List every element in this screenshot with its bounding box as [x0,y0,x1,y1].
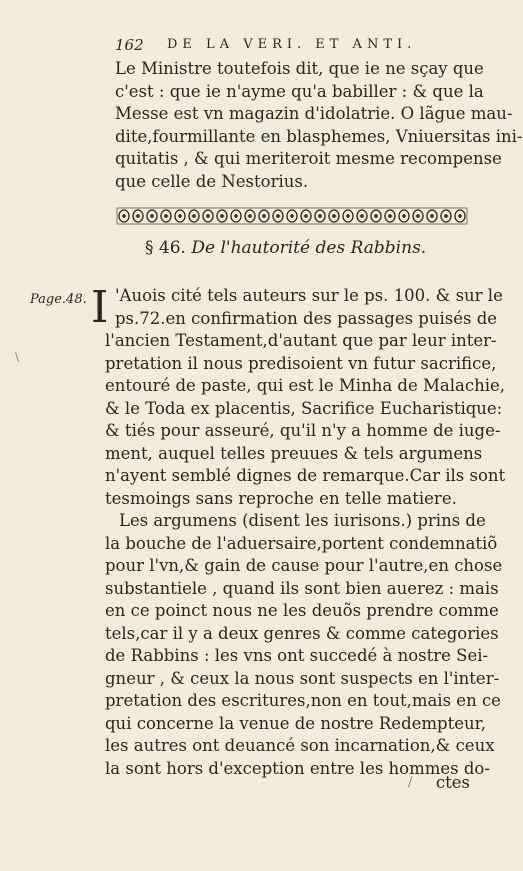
text-line: n'ayent semblé dignes de remarque.Car ils sont [105,466,506,485]
ornament-dot [192,214,196,218]
text-line: tesmoings sans reproche en telle matiere. [105,488,457,508]
section-number: § 46. [145,238,186,258]
text-line: Les argumens (disent les iurisons.) prins de [119,511,486,530]
ornament-dot [150,214,154,218]
text-line: dite,fourmillante en blasphemes, Vniuersitas ini- [115,126,523,146]
margin-mark: \ [15,350,20,364]
text-line: quitatis , & qui meriteroit mesme recompense [115,149,502,168]
margin-note: Page.48. [30,292,87,307]
text-line: la bouche de l'aduersaire,portent condemnatiõ [105,533,498,553]
section-heading [145,238,426,258]
ornament-dot [290,214,294,218]
text-line: ps.72.en confirmation des passages puisés de [115,308,498,328]
text-line: pretation des escritures,non en tout,mais en ce [105,691,501,710]
ornament-dot [416,214,420,218]
page-header [115,36,455,56]
text-line: de Rabbins : les vns ont succedé à nostre Sei- [105,646,489,665]
running-title: DE LA VERI. ET ANTI. [167,37,417,52]
ornament-dot [332,214,336,218]
ornament-dot [430,214,434,218]
ornament-dot [388,214,392,218]
ornament-dot [122,214,126,218]
ornament-band [117,206,467,226]
margin-mark: / [408,775,413,790]
ornament-dot [234,214,238,218]
second-paragraph [105,510,503,780]
text-line: Le Ministre toutefois dit, que ie ne sçay que [115,59,484,78]
text-line: substantiele , quand ils sont bien auerez : mais [105,578,499,598]
text-line: Messe est vn magazin d'idolatrie. O lãgue mau- [115,104,513,123]
ornament-dot [360,214,364,218]
ornament-dot [262,214,266,218]
text-line: & tiés pour asseuré, qu'il n'y a homme de iuge- [105,421,501,440]
ornament-dot [318,214,322,218]
text-line: les autres ont deuancé son incarnation,& ceux [105,736,495,755]
ornament-dot [206,214,210,218]
ornament-dot [220,214,224,218]
ornament-dot [304,214,308,218]
text-line: ment, auquel telles preuues & tels argumens [105,443,483,463]
text-line: pour l'vn,& gain de cause pour l'autre,en chose [105,556,503,575]
text-line: entouré de paste, qui est le Minha de Malachie, [105,376,505,395]
text-line: c'est : que ie n'ayme qu'a babiller : & que la [115,81,484,101]
section-title: De l'hautorité des Rabbins. [191,238,427,258]
ornament-dot [374,214,378,218]
ornament-dot [458,214,462,218]
drop-cap: I [91,282,109,333]
text-line: gneur , & ceux la nous sont suspects en l'inter- [105,668,500,688]
text-line: pretation il nous predisoient vn futur sacrifice, [105,353,497,373]
ornament-dot [402,214,406,218]
text-line: l'ancien Testament,d'autant que par leur inter- [105,331,497,350]
top-paragraph [115,58,523,193]
text-line: la sont hors d'exception entre les hommes do- [105,758,490,778]
page-number: 162 [115,36,144,54]
ornament-dot [248,214,252,218]
ornament-dot [136,214,140,218]
text-line: que celle de Nestorius. [115,171,309,191]
text-line: & le Toda ex placentis, Sacrifice Eucharistique: [105,398,503,418]
ornament-dot [178,214,182,218]
ornament-dot [346,214,350,218]
text-line: tels,car il y a deux genres & comme categories [105,623,499,643]
ornament-dot [164,214,168,218]
text-line: qui concerne la venue de nostre Redempteur, [105,713,486,733]
text-line: en ce poinct nous ne les deuõs prendre comme [105,601,499,620]
ornament-dot [276,214,280,218]
catchword: ctes [435,773,470,792]
main-paragraph [105,285,506,510]
ornament-dot [444,214,448,218]
text-line: 'Auois cité tels auteurs sur le ps. 100. & sur le [115,286,503,305]
